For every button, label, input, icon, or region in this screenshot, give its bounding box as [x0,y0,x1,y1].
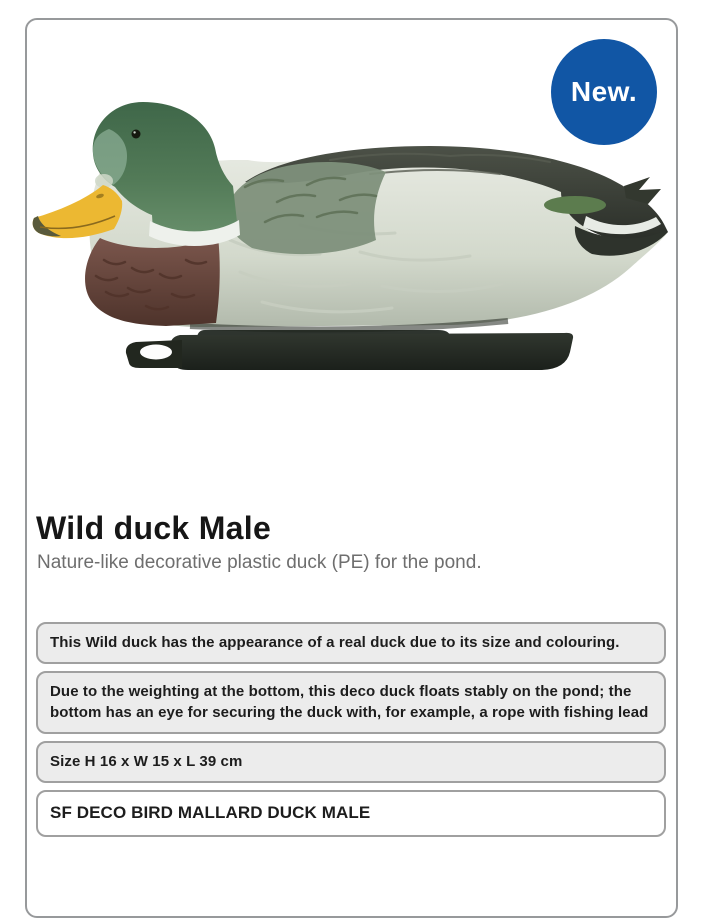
keel-handle-hole [140,345,172,360]
info-box-appearance: This Wild duck has the appearance of a real duck due to its size and colouring. [36,622,666,664]
info-box-product-name: SF DECO BIRD MALLARD DUCK MALE [36,790,666,837]
duck-eye [132,130,141,139]
info-box-list [36,622,666,844]
duck-beak [33,185,123,238]
product-card [25,18,678,918]
info-box-size: Size H 16 x W 15 x L 39 cm [36,741,666,783]
duck-speculum [544,196,606,214]
product-title: Wild duck Male [36,510,272,546]
duck-chest [85,236,220,326]
new-badge-label: New. [570,76,638,107]
product-image [30,90,670,380]
info-box-floating: Due to the weighting at the bottom, this deco duck floats stably on the pond; the bottom has an eye for securing the duck with, for example, a rope with fishing lead [36,671,666,734]
duck-keel [126,330,573,370]
product-subtitle: Nature-like decorative plastic duck (PE) for the pond. [37,552,482,573]
